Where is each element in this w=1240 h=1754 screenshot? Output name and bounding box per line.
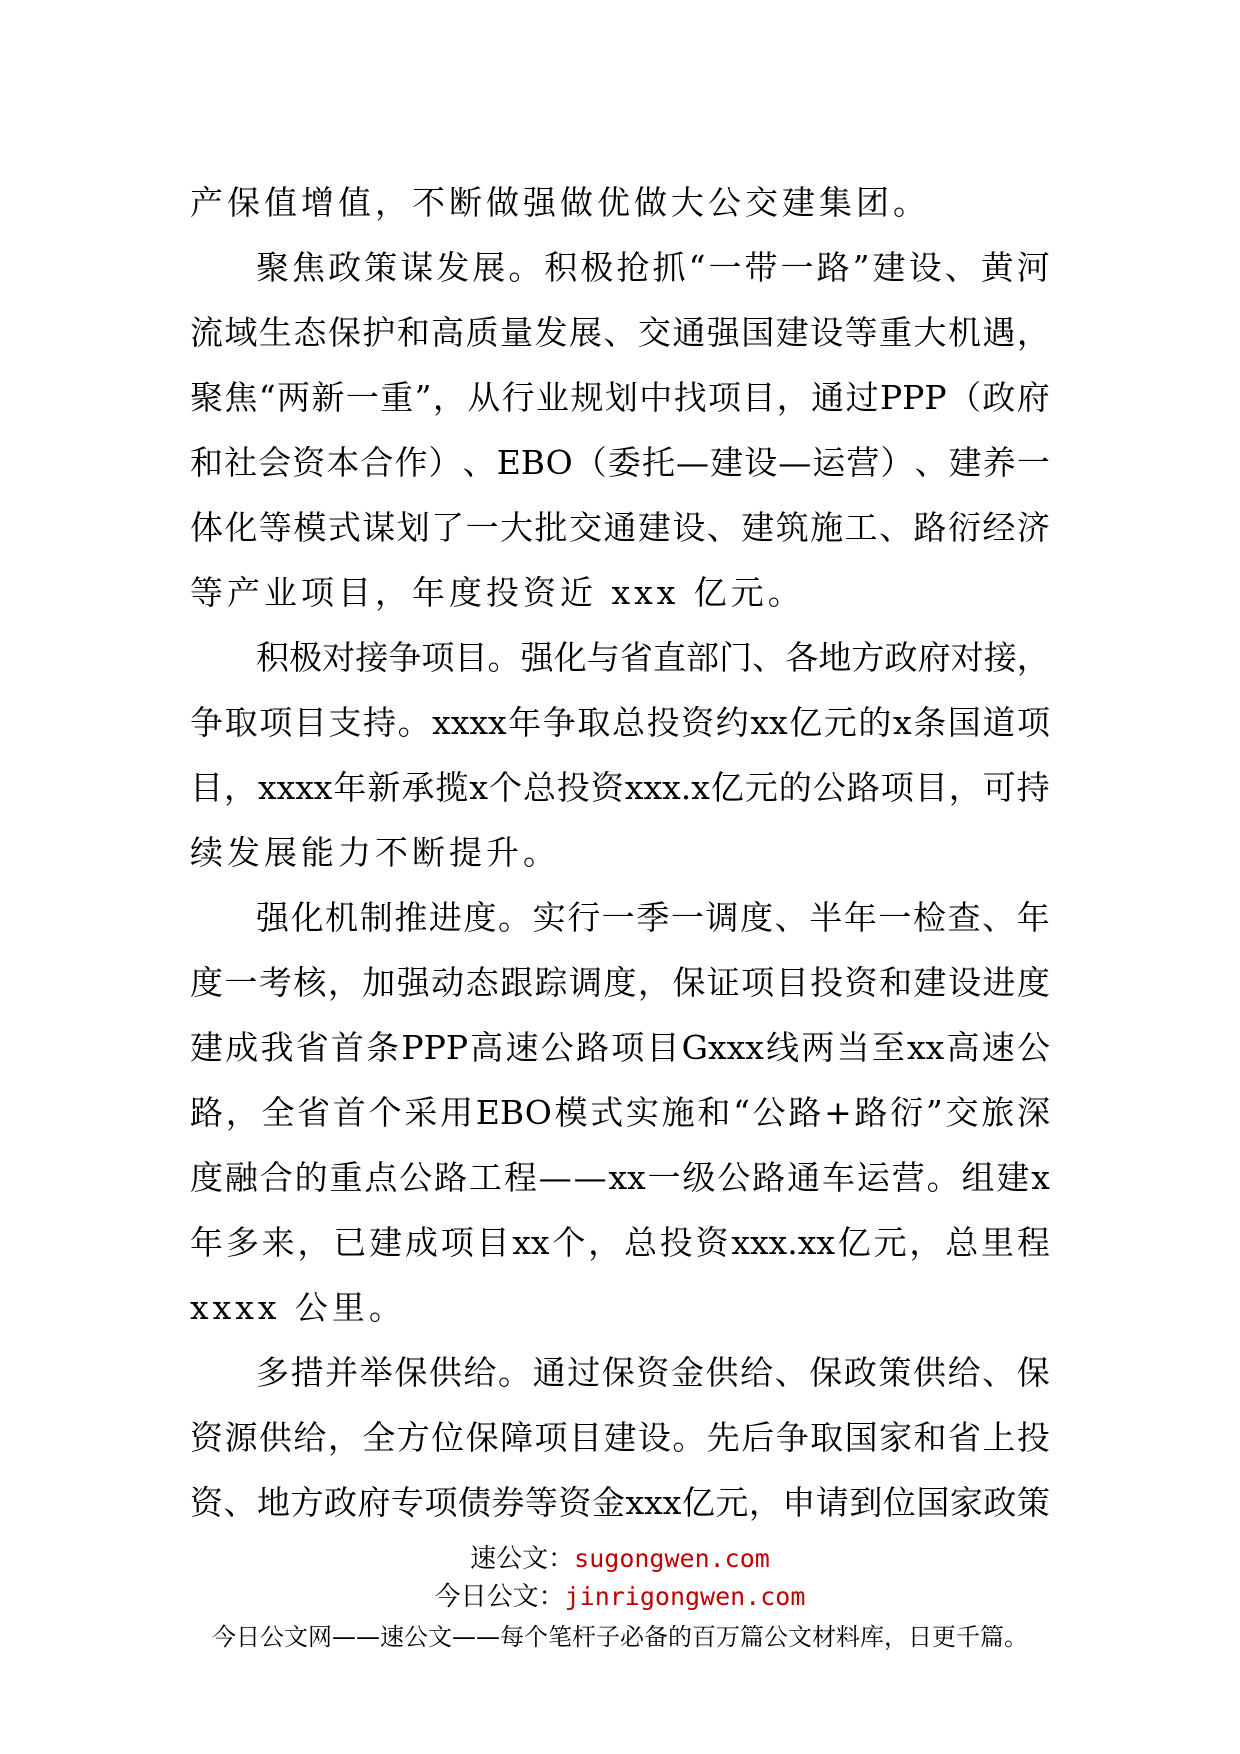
footer bbox=[0, 1540, 1240, 1656]
text-line: 流 域 生 态 保 护 和 高 质 量 发 展 、 交 通 强 国 建 设 等 重 大 机 遇 ， bbox=[190, 313, 1050, 352]
footer-label: 速公文： bbox=[470, 1544, 575, 1574]
text-line: 续发展能力不断提升。 bbox=[190, 833, 560, 872]
text-line: 资 源 供 给 ， 全 方 位 保 障 项 目 建 设 。 先 后 争 取 国 家 和 省 上 投 bbox=[190, 1418, 1050, 1457]
footer-tagline: 今日公文网——速公文——每个笔杆子必备的百万篇公文材料库，日更千篇。 bbox=[212, 1623, 1028, 1651]
paragraph bbox=[190, 625, 1050, 885]
text-line: 强 化 机 制 推 进 度 。 实 行 一 季 一 调 度 、 半 年 一 检 查 、 年 bbox=[256, 898, 1050, 937]
text-line: 产保值增值，不断做强做优做大公交建集团。 bbox=[190, 183, 930, 222]
text-line: 聚 焦 政 策 谋 发 展 。 积 极 抢 抓 “ 一 带 一 路 ” 建 设 、 黄 河 bbox=[256, 248, 1050, 287]
text-line: 和 社 会 资 本 合 作 ） 、 EBO （ 委 托 — 建 设 — 运 营 ） 、 建 养 一 bbox=[190, 443, 1050, 482]
footer-label: 今日公文： bbox=[434, 1582, 565, 1612]
text-line: 目 ， xxxx 年 新 承 揽 x 个 总 投 资 xxx.x 亿 元 的 公 路 项 目 ， 可 持 bbox=[190, 768, 1050, 807]
text-line: 资 、 地 方 政 府 专 项 债 券 等 资 金 xxx 亿 元 ， 申 请 到 位 国 家 政 策 bbox=[190, 1483, 1050, 1522]
text-line: 度 一 考 核 ， 加 强 动 态 跟 踪 调 度 ， 保 证 项 目 投 资 和 建 设 进 度 bbox=[190, 963, 1050, 1002]
text-line: 争 取 项 目 支 持 。 xxxx 年 争 取 总 投 资 约 xx 亿 元 的 x 条 国 道 项 bbox=[190, 703, 1050, 742]
sugongwen-link[interactable]: sugongwen.com bbox=[574, 1544, 770, 1573]
text-line: 度 融 合 的 重 点 公 路 工 程 — — xx 一 级 公 路 通 车 运 营 。 组 建 x bbox=[190, 1158, 1050, 1197]
text-line: 建 成 我 省 首 条 PPP 高 速 公 路 项 目 Gxxx 线 两 当 至 xx 高 速 公 bbox=[190, 1028, 1050, 1067]
paragraph bbox=[190, 885, 1050, 1340]
text-line: 多 措 并 举 保 供 给 。 通 过 保 资 金 供 给 、 保 政 策 供 给 、 保 bbox=[256, 1353, 1050, 1392]
text-line: 等产业项目，年度投资近 xxx 亿元。 bbox=[190, 573, 805, 612]
paragraph bbox=[190, 235, 1050, 625]
text-line: 体 化 等 模 式 谋 划 了 一 大 批 交 通 建 设 、 建 筑 施 工 、 路 衍 经 济 bbox=[190, 508, 1050, 547]
text-line: 聚 焦 “ 两 新 一 重 ” ， 从 行 业 规 划 中 找 项 目 ， 通 过 PPP （ 政 府 bbox=[190, 378, 1050, 417]
footer-jinrigongwen bbox=[0, 1578, 1240, 1616]
document-body bbox=[190, 170, 1050, 1535]
footer-sugongwen bbox=[0, 1540, 1240, 1578]
paragraph bbox=[190, 1340, 1050, 1535]
paragraph bbox=[190, 170, 1050, 235]
text-line: xxxx 公里。 bbox=[190, 1288, 406, 1327]
text-line: 积 极 对 接 争 项 目 。 强 化 与 省 直 部 门 、 各 地 方 政 府 对 接 ， bbox=[256, 638, 1050, 677]
text-line: 路 ， 全 省 首 个 采 用 EBO 模 式 实 施 和 “ 公 路 + 路 衍 ” 交 旅 深 bbox=[190, 1093, 1050, 1132]
text-line: 年 多 来 ， 已 建 成 项 目 xx 个 ， 总 投 资 xxx.xx 亿 元 ， 总 里 程 bbox=[190, 1223, 1050, 1262]
jinrigongwen-link[interactable]: jinrigongwen.com bbox=[564, 1582, 806, 1611]
